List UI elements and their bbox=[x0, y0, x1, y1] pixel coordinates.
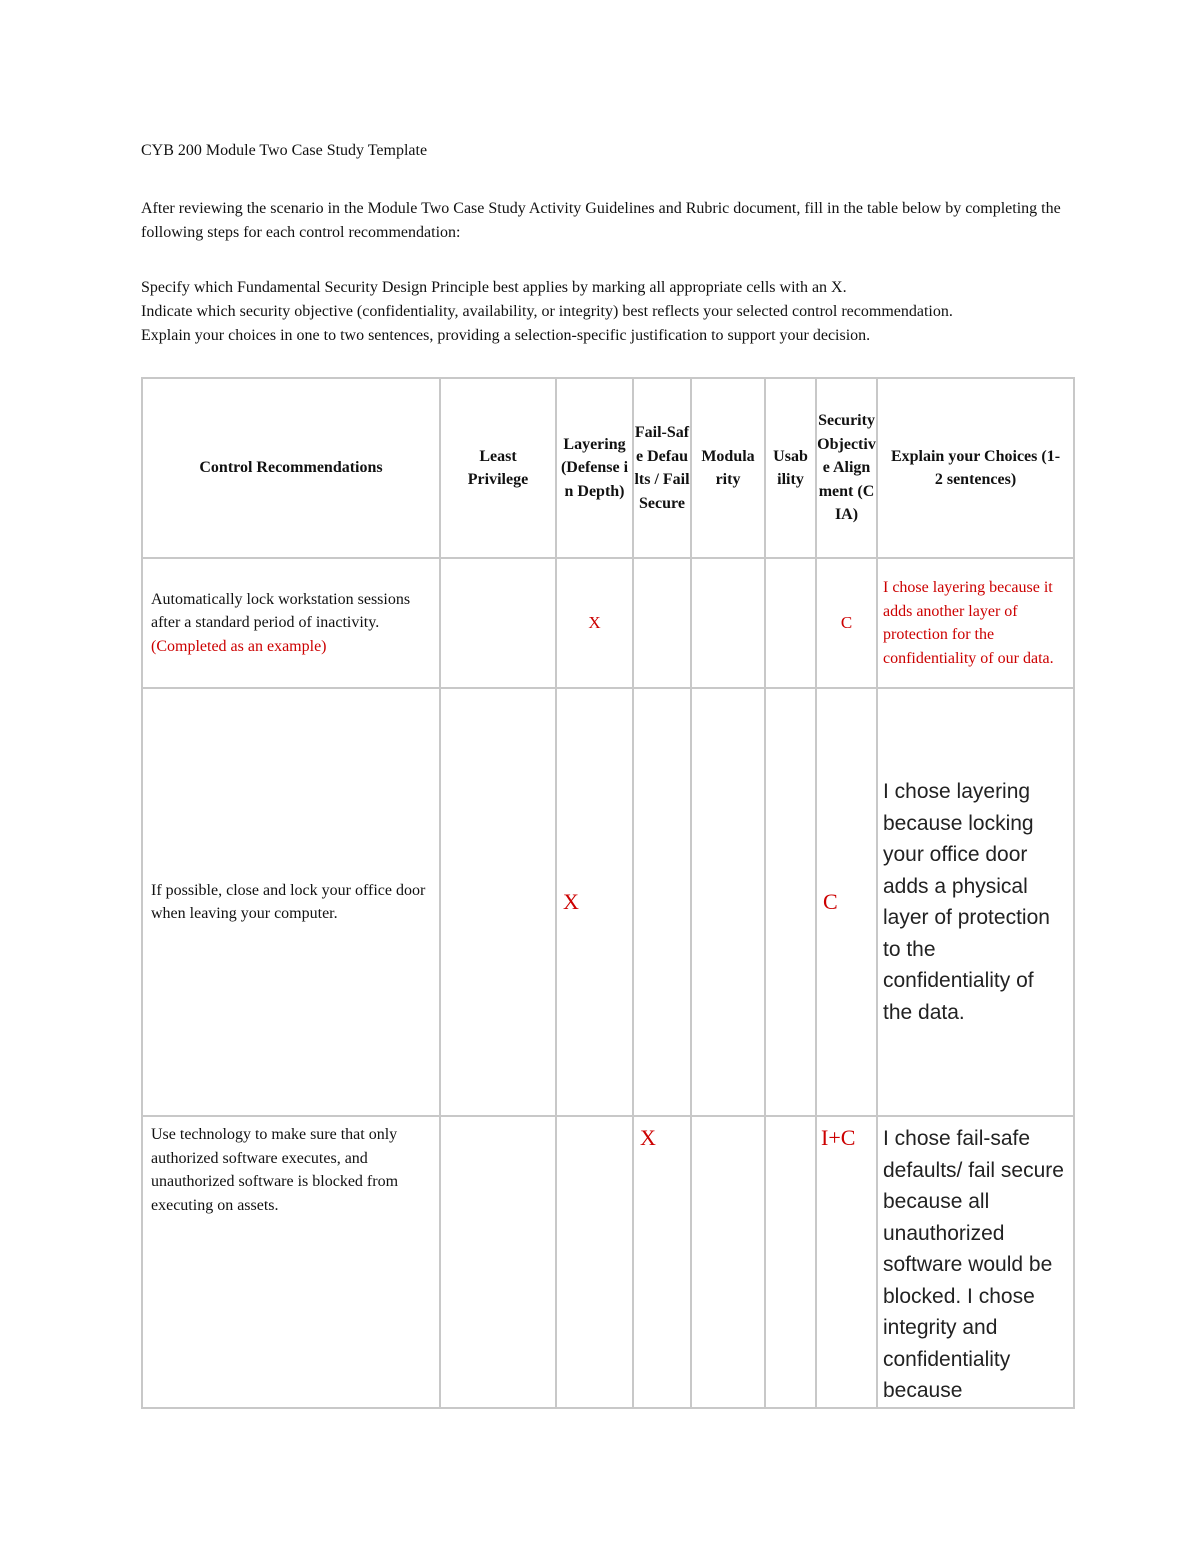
step-item: Explain your choices in one to two sentences, providing a selection-specific justification to support your decision. bbox=[141, 327, 871, 344]
fail-safe-cell[interactable]: X bbox=[633, 1116, 691, 1408]
layering-cell[interactable]: X bbox=[556, 558, 633, 688]
header-least-privilege: Least Privilege bbox=[440, 378, 556, 558]
header-row bbox=[142, 378, 1074, 558]
usability-cell[interactable] bbox=[765, 558, 816, 688]
intro-paragraph: After reviewing the scenario in the Module Two Case Study Activity Guidelines and Rubric document, fill in the table below by completing the following steps for each control recommendation: bbox=[141, 200, 1061, 241]
modularity-cell[interactable] bbox=[691, 558, 765, 688]
recommendation-cell: Use technology to make sure that only authorized software executes, and unauthorized software is blocked from executing on assets. bbox=[142, 1116, 440, 1408]
cia-cell[interactable]: I+C bbox=[816, 1116, 877, 1408]
usability-cell[interactable] bbox=[765, 1116, 816, 1408]
explanation-cell[interactable]: I chose fail-safe defaults/ fail secure because all unauthorized software would be blocked. I chose integrity and confidentiality because bbox=[877, 1116, 1074, 1408]
layering-cell[interactable]: X bbox=[556, 688, 633, 1116]
header-control-recommendations: Control Recommendations bbox=[142, 378, 440, 558]
instruction-steps bbox=[141, 276, 1071, 348]
header-fail-safe: Fail-Safe Defaults / Fail Secure bbox=[633, 378, 691, 558]
recommendation-cell bbox=[142, 558, 440, 688]
least-privilege-cell[interactable] bbox=[440, 558, 556, 688]
layering-cell[interactable] bbox=[556, 1116, 633, 1408]
modularity-cell[interactable] bbox=[691, 1116, 765, 1408]
table-row bbox=[142, 558, 1074, 688]
header-layering: Layering (Defense in Depth) bbox=[556, 378, 633, 558]
fail-safe-cell[interactable] bbox=[633, 558, 691, 688]
example-note: (Completed as an example) bbox=[151, 637, 327, 655]
recommendation-cell: If possible, close and lock your office door when leaving your computer. bbox=[142, 688, 440, 1116]
step-item: Indicate which security objective (confidentiality, availability, or integrity) best reflects your selected control recommendation. bbox=[141, 303, 953, 320]
document-title: CYB 200 Module Two Case Study Template bbox=[141, 142, 428, 159]
step-item: Specify which Fundamental Security Design Principle best applies by marking all appropriate cells with an X. bbox=[141, 279, 847, 296]
table-row bbox=[142, 1116, 1074, 1408]
table-row bbox=[142, 688, 1074, 1116]
header-modularity: Modularity bbox=[691, 378, 765, 558]
least-privilege-cell[interactable] bbox=[440, 1116, 556, 1408]
recommendation-text: Automatically lock workstation sessions after a standard period of inactivity. bbox=[151, 590, 411, 632]
control-table bbox=[141, 377, 1075, 1409]
modularity-cell[interactable] bbox=[691, 688, 765, 1116]
usability-cell[interactable] bbox=[765, 688, 816, 1116]
header-explain-choices: Explain your Choices (1-2 sentences) bbox=[877, 378, 1074, 558]
header-usability: Usability bbox=[765, 378, 816, 558]
explanation-cell[interactable]: I chose layering because it adds another layer of protection for the confidentiality of our data. bbox=[877, 558, 1074, 688]
cia-cell[interactable]: C bbox=[816, 558, 877, 688]
explanation-cell[interactable]: I chose layering because locking your office door adds a physical layer of protection to the confidentiality of the data. bbox=[877, 688, 1074, 1116]
cia-cell[interactable]: C bbox=[816, 688, 877, 1116]
least-privilege-cell[interactable] bbox=[440, 688, 556, 1116]
header-security-objective: Security Objective Alignment (CIA) bbox=[816, 378, 877, 558]
fail-safe-cell[interactable] bbox=[633, 688, 691, 1116]
